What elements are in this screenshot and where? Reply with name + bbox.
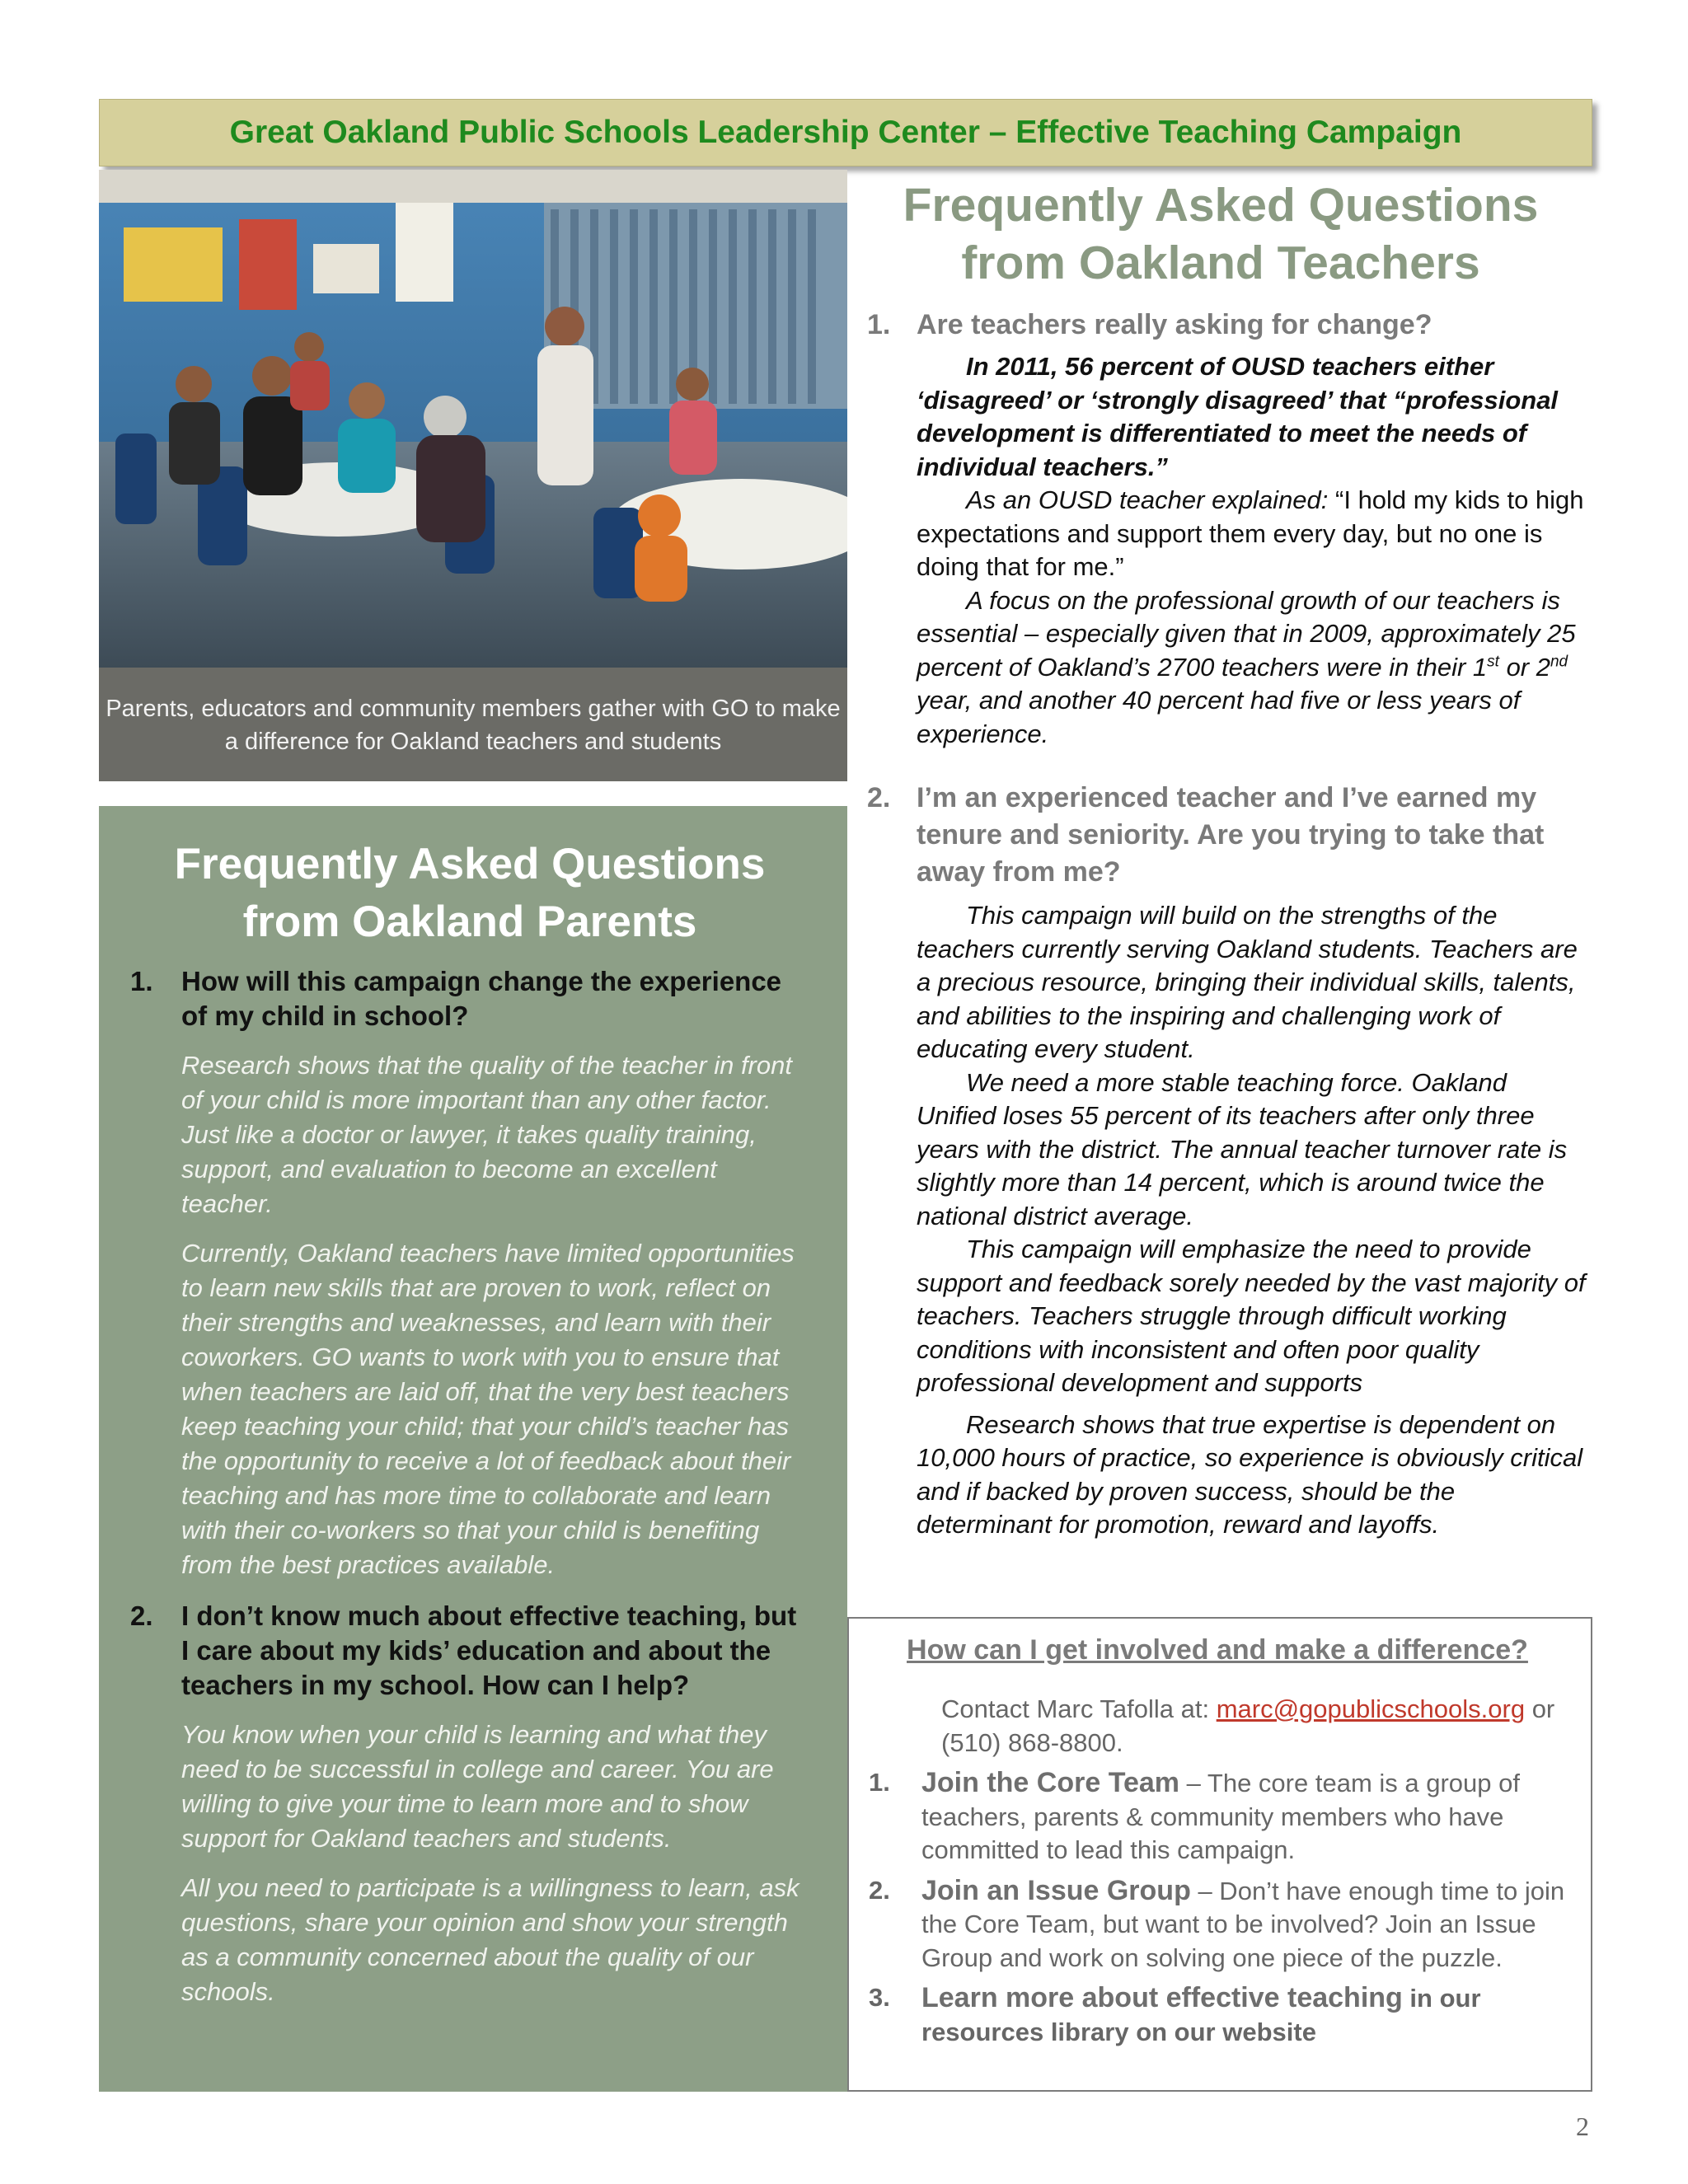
parents-answer-1a: Research shows that the quality of the teacher in front of your child is more important than any other factor. Just like a doctor or lawyer, it takes quality training, support, and evaluation to become an excellent teacher. xyxy=(181,1051,792,1218)
contact-prefix: Contact Marc Tafolla at: xyxy=(941,1694,1217,1723)
community-meeting-photo xyxy=(99,170,847,668)
question-number: 1. xyxy=(867,309,891,340)
answer-paragraph: This campaign will build on the strengths of the teachers currently serving Oakland students. Teachers are a precious resource, bringing their individual skills, talents, and abilities to the inspiring and challenging work of educating every student. xyxy=(917,901,1578,1063)
answer-paragraph: This campaign will emphasize the need to provide support and feedback sorely needed by the vast majority of teachers. Teachers struggle through difficult working conditions with inconsistent and often poor quality professional development and supports xyxy=(917,1235,1586,1397)
contact-phone: or (510) 868-8800. xyxy=(941,1694,1555,1757)
item-number: 2. xyxy=(869,1875,890,1905)
banner-title: Great Oakland Public Schools Leadership Center – Effective Teaching Campaign xyxy=(229,115,1462,150)
item-number: 1. xyxy=(869,1768,890,1797)
question-number: 1. xyxy=(130,966,153,996)
parents-answer-1b: Currently, Oakland teachers have limited opportunities to learn new skills that are proven to work, reflect on their strengths and weaknesses, and learn with their coworkers. GO wants to work with you to ensure that when teachers are laid off, that the very best teachers keep teaching your child; that your child’s teacher has the opportunity to receive a lot of feedback about their teaching and has more time to collaborate and learn with their co-workers so that your child is benefiting from the best practices available. xyxy=(181,1239,795,1579)
parents-answer-2b: All you need to participate is a willingness to learn, ask questions, share your opinion and show your strength as a community concerned about the quality of our schools. xyxy=(181,1873,799,2006)
question-number: 2. xyxy=(867,782,891,813)
teacher-quote-paragraph xyxy=(917,484,1592,584)
question-number: 2. xyxy=(130,1601,153,1631)
item-text: – The core team is a group of teachers, parents & community members who have committed to lead this campaign. xyxy=(921,1769,1520,1864)
item-lead: Join the Core Team xyxy=(921,1767,1179,1798)
teachers-answer-1 xyxy=(917,350,1592,751)
campaign-banner xyxy=(99,99,1592,166)
teachers-answer-2 xyxy=(917,899,1592,1542)
contact-email-link[interactable]: marc@gopublicschools.org xyxy=(1216,1694,1526,1723)
question-text: Are teachers really asking for change? xyxy=(917,309,1432,340)
focus-text-c: year, and another 40 percent had five or less years of experience. xyxy=(917,686,1521,748)
teacher-quote: “I hold my kids to high expectations and support them every day, but no one is doing that for me.” xyxy=(917,485,1584,581)
item-text: in our resources library on our website xyxy=(921,1984,1481,2046)
involve-item-learn-more xyxy=(869,1981,1566,2049)
involve-item-issue-group xyxy=(869,1874,1566,1975)
teachers-faq-title: Frequently Asked Questions from Oakland Teachers xyxy=(903,179,1539,289)
teachers-question-1-block xyxy=(867,307,1592,751)
focus-text-a: A focus on the professional growth of our teachers is essential – especially given that in 2009, approximately 25 percent of Oakland’s 2700 teachers were in their 1 xyxy=(917,585,1576,682)
ordinal-suffix: nd xyxy=(1550,653,1568,671)
parents-faq-title: Frequently Asked Questions from Oakland Parents xyxy=(174,840,766,946)
survey-statistic: In 2011, 56 percent of OUSD teachers either ‘disagreed’ or ‘strongly disagreed’ that “professional development is differentiated to meet the needs of individual teachers.” xyxy=(917,352,1559,481)
photo-caption-text: Parents, educators and community members gather with GO to make a difference for Oakland teachers and students xyxy=(106,696,841,755)
question-text: I don’t know much about effective teaching, but I care about my kids’ education and about the teachers in my school. How can I help? xyxy=(181,1601,797,1700)
parents-question-1 xyxy=(130,964,809,1033)
parents-question-2 xyxy=(130,1599,809,1703)
contact-line xyxy=(941,1693,1566,1760)
parents-faq-panel xyxy=(99,806,847,2092)
question-text: I’m an experienced teacher and I’ve earned my tenure and seniority. Are you trying to take that away from me? xyxy=(917,782,1545,888)
teachers-question-1 xyxy=(867,307,1592,344)
item-number: 3. xyxy=(869,1983,890,2012)
item-lead: Join an Issue Group xyxy=(921,1874,1191,1906)
photo-caption xyxy=(99,668,847,781)
get-involved-title: How can I get involved and make a difference? xyxy=(907,1634,1528,1666)
item-lead: Learn more about effective teaching xyxy=(921,1982,1403,2013)
quote-intro: As an OUSD teacher explained: xyxy=(966,485,1329,514)
get-involved-box xyxy=(847,1617,1592,2092)
involve-item-core-team xyxy=(869,1766,1566,1868)
ordinal-suffix: st xyxy=(1487,653,1499,671)
parents-answer-2a: You know when your child is learning and what they need to be successful in college and career. You are willing to give your time to learn more and to show support for Oakland teachers and students. xyxy=(181,1720,774,1853)
item-text: – Don’t have enough time to join the Core Team, but want to be involved? Join an Issue Group and work on solving one piece of the puzzle. xyxy=(921,1876,1565,1972)
question-text: How will this campaign change the experience of my child in school? xyxy=(181,966,782,1031)
answer-paragraph: We need a more stable teaching force. Oakland Unified loses 55 percent of its teachers after only three years with the district. The annual teacher turnover rate is slightly more than 14 percent, which is around twice the national district average. xyxy=(917,1067,1568,1230)
professional-growth-paragraph xyxy=(917,584,1592,752)
focus-text-b: or 2 xyxy=(1498,652,1550,682)
teachers-question-2-block xyxy=(867,780,1592,1542)
teachers-question-2 xyxy=(867,780,1592,891)
answer-paragraph: Research shows that true expertise is dependent on 10,000 hours of practice, so experience is obviously critical and if backed by proven success, should be the determinant for promotion, reward and layoffs. xyxy=(917,1409,1583,1539)
photo-illustration xyxy=(99,170,847,668)
page-number: 2 xyxy=(1576,2111,1589,2141)
